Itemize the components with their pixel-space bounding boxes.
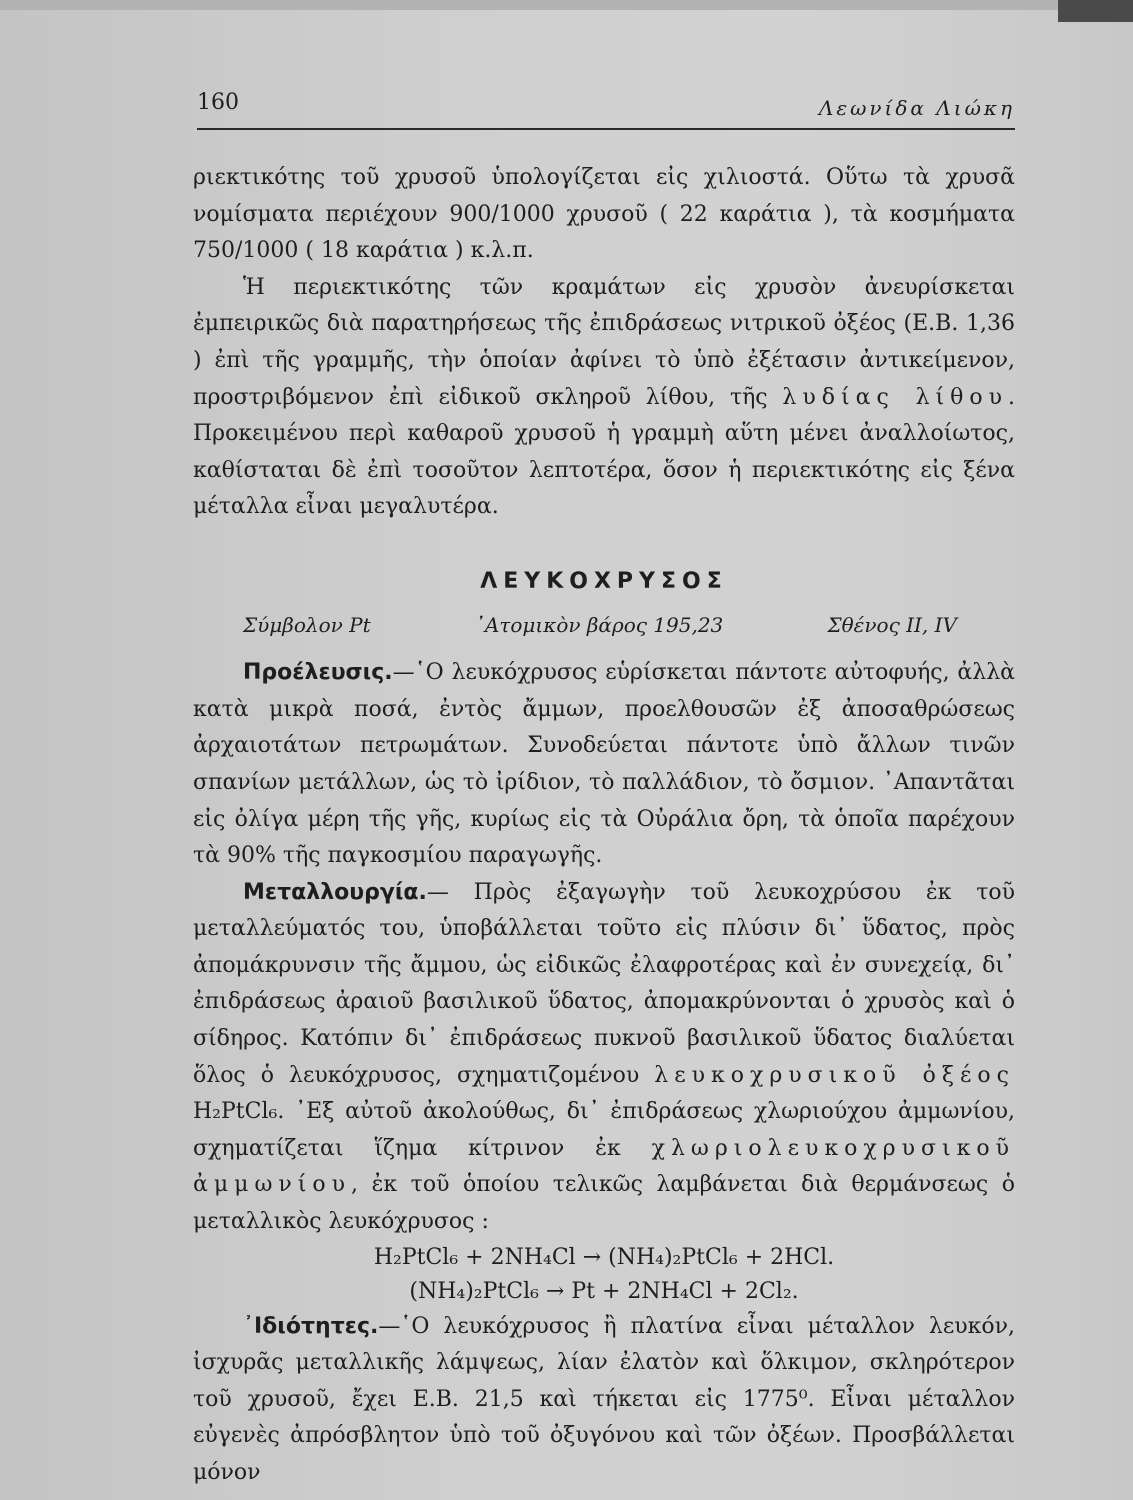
- paragraph-metallurgy: [193, 875, 1015, 1241]
- properties-label: ᾿Ιδιότητες.: [243, 1313, 379, 1339]
- lydian-stone-term: λυδίας λίθου: [782, 384, 1009, 410]
- chloroplatinic-acid-formula: H₂PtCl₆: [193, 1099, 278, 1125]
- metallurgy-text-b: . ᾿Εξ αὐτοῦ ἀκολούθως, δι᾿ ἐπιδράσεως χλωριούχου ἀμμωνίου, σχηματίζεται ἵζημα κίτρινον ἐκ: [193, 1099, 1015, 1161]
- metallurgy-text-a: — Πρὸς ἐξαγωγὴν τοῦ λευκοχρύσου ἐκ τοῦ μεταλλεύματός του, ὑποβάλλεται τοῦτο εἰς πλύσιν δι᾿ ὕδατος, πρὸς ἀπομάκρυνσιν τῆς ἄμμου, ὡς εἰδικῶς ἐλαφροτέρας καὶ ἐν συνεχείᾳ, δι᾿ ἐπιδράσεως ἀραιοῦ βασιλικοῦ ὕδατος, ἀπομακρύνονται ὁ χρυσὸς καὶ ὁ σίδηρος. Κατόπιν δι᾿ ἐπιδράσεως πυκνοῦ βασιλικοῦ ὕδατος διαλύεται ὅλος ὁ λευκόχρυσος, σχηματιζομένου: [193, 879, 1015, 1088]
- element-symbol: Σύμβολον Pt: [243, 612, 371, 637]
- alloy-test-text-a: Ἡ περιεκτικότης τῶν κραμάτων εἰς χρυσὸν ἀνευρίσκεται ἐμπειρικῶς διὰ παρατηρήσεως τῆς ἐπιδράσεως νιτρικοῦ ὀξέος (Ε.Β. 1,36 ) ἐπὶ τῆς γραμμῆς, τὴν ὁποίαν ἀφίνει τὸ ὑπὸ ἐξέτασιν ἀντικείμενον, προστριβόμενον ἐπὶ εἰδικοῦ σκληροῦ λίθου, τῆς: [193, 274, 1015, 410]
- properties-text: —῾Ο λευκόχρυσος ἢ πλατίνα εἶναι μέταλλον λευκόν, ἰσχυρᾶς μεταλλικῆς λάμψεως, λίαν ἐλατὸν καὶ ὅλκιμον, σκληρότερον τοῦ χρυσοῦ, ἔχει Ε.Β. 21,5 καὶ τήκεται εἰς 1775⁰. Εἶναι μέταλλον εὐγενὲς ἀπρόσβλητον ὑπὸ τοῦ ὀξυγόνου καὶ τῶν ὀξέων. Προσβάλλεται μόνον: [193, 1313, 1015, 1485]
- paragraph-alloy-test: [193, 270, 1015, 526]
- chloroplatinic-acid-term: λευκοχρυσικοῦ ὀξέος: [654, 1062, 1015, 1088]
- element-properties-row: [193, 607, 1015, 644]
- equation-1: H₂PtCl₆ + 2NH₄Cl → (NH₄)₂PtCl₆ + 2HCl.: [373, 1244, 835, 1270]
- alloy-test-text-b: . Προκειμένου περὶ καθαροῦ χρυσοῦ ἡ γραμμὴ αὕτη μένει ἀναλλοίωτος, καθίσταται δὲ ἐπὶ τοσοῦτον λεπτοτέρα, ὅσον ἡ περιεκτικότης εἰς ξένα μέταλλα εἶναι μεγαλυτέρα.: [193, 384, 1016, 520]
- valence: Σθένος II, IV: [827, 612, 957, 637]
- scan-top-edge: [0, 0, 1133, 10]
- origin-text: —῾Ο λευκόχρυσος εὑρίσκεται πάντοτε αὐτοφυής, ἀλλὰ κατὰ μικρὰ ποσά, ἐντὸς ἄμμων, προελθουσῶν ἐξ ἀποσαθρώσεως ἀρχαιοτάτων πετρωμάτων. Συνοδεύεται πάντοτε ὑπὸ ἄλλων τινῶν σπανίων μετάλλων, ὡς τὸ ἰρίδιον, τὸ παλλάδιον, τὸ ὄσμιον. ᾿Απαντᾶται εἰς ὀλίγα μέρη τῆς γῆς, κυρίως εἰς τὰ Οὐράλια ὄρη, τὰ ὁποῖα παρέχουν τὰ 90% τῆς παγκοσμίου παραγωγῆς.: [193, 660, 1015, 869]
- metallurgy-label: Μεταλλουργία.: [243, 879, 427, 905]
- scan-corner: [1058, 0, 1133, 22]
- paragraph-properties: [193, 1309, 1015, 1492]
- header-rule: [197, 128, 1015, 130]
- page-header: [197, 88, 1015, 128]
- equation-2: (NH₄)₂PtCl₆ → Pt + 2NH₄Cl + 2Cl₂.: [409, 1278, 799, 1304]
- page-number: 160: [197, 90, 239, 115]
- paragraph-origin: [193, 655, 1015, 875]
- page-body: [193, 160, 1015, 1492]
- origin-label: Προέλευσις.: [243, 660, 393, 686]
- atomic-weight: ᾿Ατομικὸν βάρος 195,23: [474, 612, 724, 637]
- paragraph-continuation: ριεκτικότης τοῦ χρυσοῦ ὑπολογίζεται εἰς χιλιοστά. Οὕτω τὰ χρυσᾶ νομίσματα περιέχουν 900/1000 χρυσοῦ ( 22 καράτια ), τὰ κοσμήματα 750/1000 ( 18 καράτια ) κ.λ.π.: [193, 165, 1015, 264]
- running-title: Λεωνίδα Λιώκη: [818, 96, 1015, 120]
- section-title: ΛΕΥΚΟΧΡΥΣΟΣ: [480, 568, 728, 594]
- ammonium-chloroplatinate-term: χλωριολευκοχρυσικοῦ ἀμμωνίου: [193, 1135, 1015, 1198]
- metallurgy-text-c: , ἐκ τοῦ ὁποίου τελικῶς λαμβάνεται διὰ θερμάνσεως ὁ μεταλλικὸς λευκόχρυσος :: [193, 1172, 1015, 1235]
